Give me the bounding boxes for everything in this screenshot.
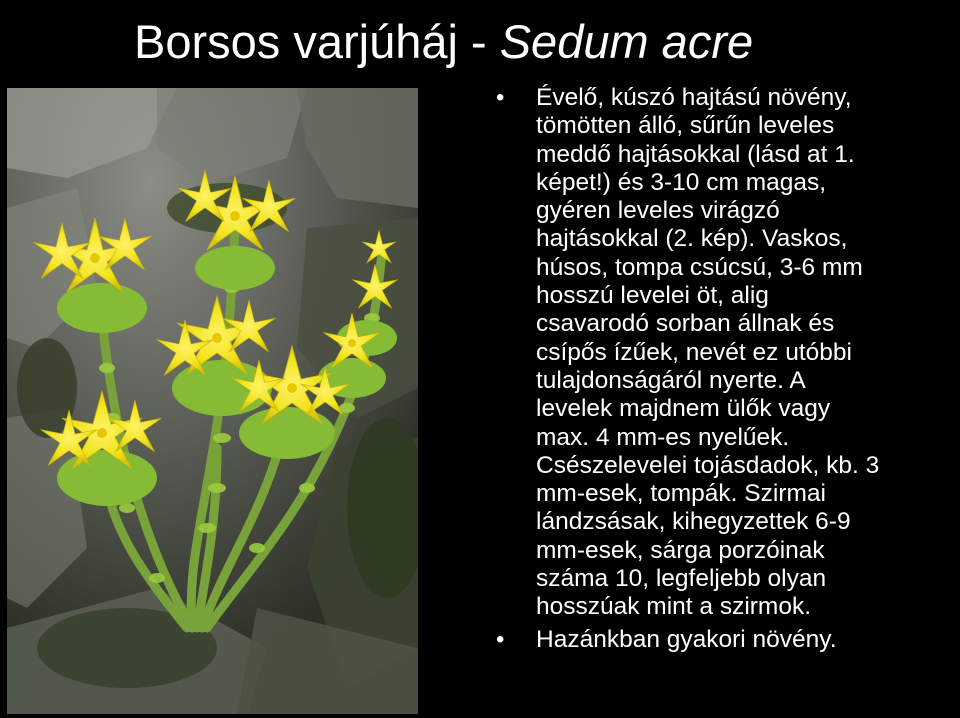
bullet-line: lándzsásak, kihegyzettek 6-9: [536, 508, 851, 536]
title-latin-name: Sedum acre: [499, 15, 754, 68]
bullet-description: [496, 84, 958, 622]
bullet-line: tulajdonságáról nyerte. A: [536, 366, 806, 394]
bullet-line: tömötten álló, sűrűn leveles: [536, 112, 835, 140]
plant-photo: [7, 88, 418, 714]
bullet-line: levelek majdnem ülők vagy: [536, 395, 831, 423]
bullet-line: hosszúak mint a szirmok.: [536, 593, 812, 621]
plant-photo-illustration: [7, 88, 418, 714]
bullet-line: hajtásokkal (2. kép). Vaskos,: [536, 225, 848, 253]
bullet-line: Hazánkban gyakori növény.: [536, 625, 837, 653]
bullet-line: gyéren leveles virágzó: [536, 197, 780, 225]
title-common-name: Borsos varjúháj -: [134, 15, 500, 68]
bullet-line: Csészelevelei tojásdadok, kb. 3: [536, 451, 880, 479]
bullet-line: hosszú levelei öt, alig: [536, 282, 769, 310]
bullet-line: Évelő, kúszó hajtású növény,: [536, 84, 852, 111]
bullet-line: mm-esek, sárga porzóinak: [536, 536, 825, 564]
bullet-line: csavarodó sorban állnak és: [536, 310, 835, 338]
bullet-marker: •: [496, 625, 505, 653]
bullet-line: száma 10, legfeljebb olyan: [536, 565, 827, 593]
bullet-line: mm-esek, tompák. Szirmai: [536, 480, 826, 508]
bullet-line: húsos, tompa csúcsú, 3-6 mm: [536, 253, 863, 281]
slide-title: [134, 14, 753, 70]
bullet-list: [496, 84, 958, 654]
bullet-line: képet!) és 3-10 cm magas,: [536, 168, 827, 196]
bullet-line: max. 4 mm-es nyelűek.: [536, 423, 790, 451]
bullet-occurrence: [496, 626, 958, 654]
bullet-line: csípős ízűek, nevét ez utóbbi: [536, 338, 852, 366]
bullet-line: meddő hajtásokkal (lásd at 1.: [536, 140, 855, 168]
bullet-marker: •: [496, 84, 505, 111]
